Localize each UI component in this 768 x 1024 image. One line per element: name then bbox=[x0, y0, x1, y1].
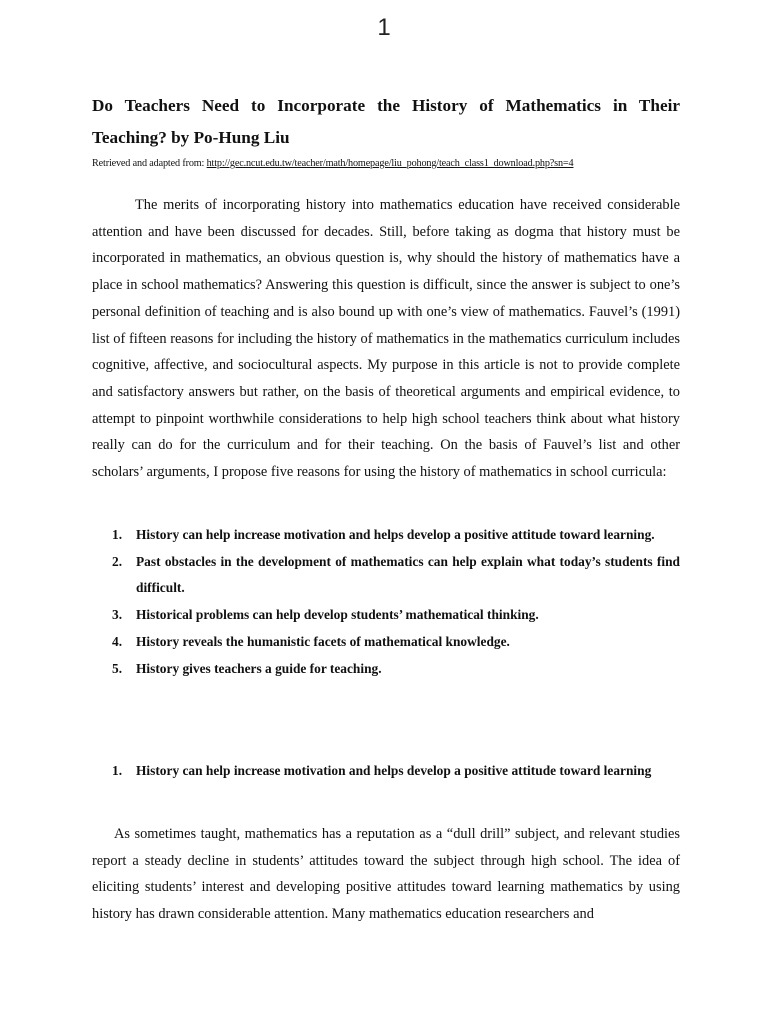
reason-text: History gives teachers a guide for teaching. bbox=[136, 660, 382, 676]
reason-item bbox=[112, 656, 680, 683]
section-number: 1. bbox=[112, 763, 123, 778]
section-paragraph: As sometimes taught, mathematics has a reputation as a “dull drill” subject, and relevant studies report a steady decline in students’ attitudes toward the subject through high school. The idea of eliciting students’ interest and developing positive attitudes toward learning mathematics by using history has drawn considerable attention. Many mathematics education researchers and bbox=[92, 826, 680, 923]
reason-number: 1. bbox=[112, 527, 123, 542]
reason-text: History can help increase motivation and helps develop a positive attitude toward learning. bbox=[136, 527, 655, 542]
section-heading-text: History can help increase motivation and helps develop a positive attitude toward learning bbox=[136, 763, 652, 778]
intro-paragraph: The merits of incorporating history into mathematics education have received considerable attention and have been discussed for decades. Still, before taking as dogma that history must be incorporated in mathematics, an obvious question is, why should the history of mathematics have a place in school mathematics? Answering this question is difficult, since the answer is subject to one’s personal definition of teaching and is also bound up with one’s view of mathematics. Fauvel’s (1991) list of fifteen reasons for including the history of mathematics in the mathematics curriculum includes cognitive, affective, and sociocultural aspects. My purpose in this article is not to provide complete and satisfactory answers but rather, on the basis of theoretical arguments and empirical evidence, to attempt to pinpoint worthwhile considerations to help high school teachers think about what history really can do for the curriculum and for their teaching. On the basis of Fauvel’s list and other scholars’ arguments, I propose five reasons for using the history of mathematics in school curricula: bbox=[92, 197, 680, 481]
reason-number: 4. bbox=[112, 633, 123, 649]
source-url-link[interactable]: http://gec.ncut.edu.tw/teacher/math/homepage/liu_pohong/teach_class1_download.php?sn=4 bbox=[206, 158, 574, 169]
reason-text: History reveals the humanistic facets of mathematical knowledge. bbox=[136, 633, 510, 649]
reason-item bbox=[112, 602, 680, 629]
reason-item bbox=[112, 629, 680, 656]
section-heading bbox=[112, 758, 680, 785]
reason-number: 2. bbox=[112, 553, 123, 569]
reason-item bbox=[112, 549, 680, 602]
page-number: 1 bbox=[377, 14, 391, 41]
reason-text: Past obstacles in the development of mathematics can help explain what today’s students find difficult. bbox=[136, 553, 680, 596]
reason-number: 3. bbox=[112, 607, 123, 623]
reason-text: Historical problems can help develop students’ mathematical thinking. bbox=[136, 607, 539, 623]
article-title: Do Teachers Need to Incorporate the History of Mathematics in Their Teaching? by Po-Hung Liu bbox=[92, 96, 680, 147]
reason-item bbox=[112, 522, 680, 549]
source-prefix: Retrieved and adapted from: bbox=[92, 158, 207, 169]
source-citation bbox=[92, 157, 692, 171]
reason-number: 5. bbox=[112, 660, 123, 676]
reasons-list bbox=[112, 522, 680, 682]
